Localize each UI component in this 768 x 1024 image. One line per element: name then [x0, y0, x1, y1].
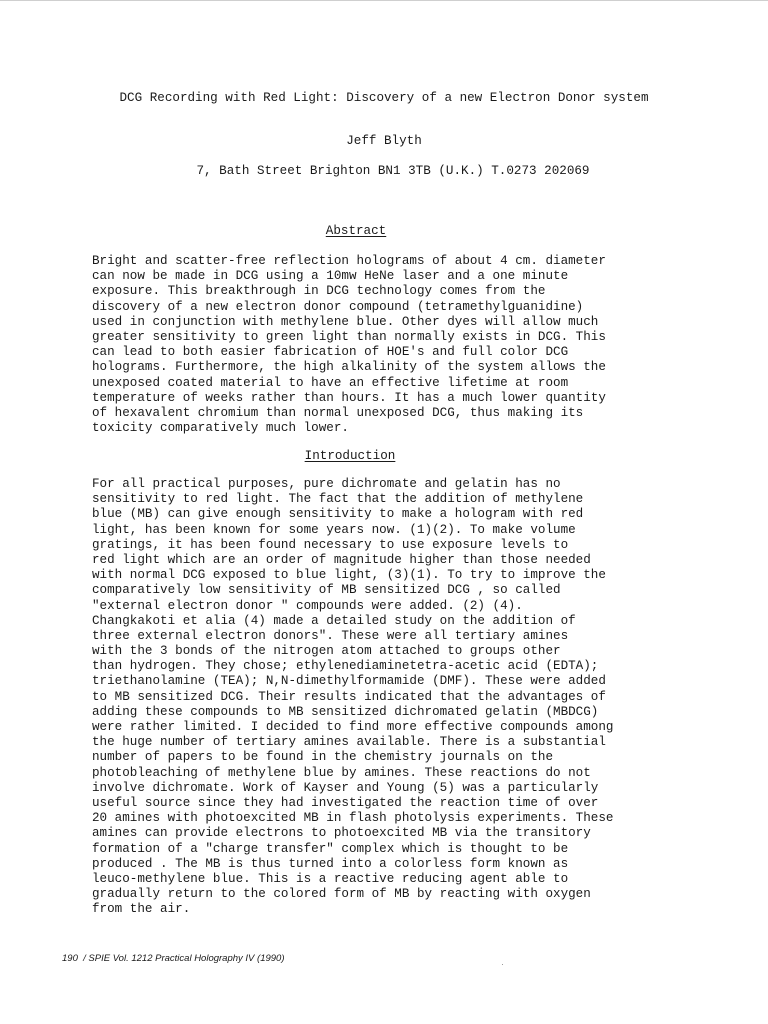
text-line: triethanolamine (TEA); N,N-dimethylformamide (DMF). These were added — [92, 674, 606, 689]
text-line: from the air. — [92, 902, 191, 917]
text-line: greater sensitivity to green light than normally exists in DCG. This — [92, 329, 606, 344]
text-line: the huge number of tertiary amines available. There is a substantial — [92, 735, 606, 750]
text-line: involve dichromate. Work of Kayser and Young (5) was a particularly — [92, 780, 599, 795]
top-edge-rule — [0, 0, 768, 1]
text-line: discovery of a new electron donor compound (tetramethylguanidine) — [92, 299, 584, 314]
text-line: with normal DCG exposed to blue light, (3)(1). To try to improve the — [92, 568, 606, 583]
text-line: leuco-methylene blue. This is a reactive reducing agent able to — [92, 871, 569, 886]
text-line: formation of a "charge transfer" complex which is thought to be — [92, 841, 569, 856]
text-line: can now be made in DCG using a 10mw HeNe laser and a one minute — [92, 269, 569, 284]
text-line: gradually return to the colored form of MB by reacting with oxygen — [92, 887, 591, 902]
text-line: than hydrogen. They chose; ethylenediaminetetra-acetic acid (EDTA); — [92, 659, 599, 674]
text-line: For all practical purposes, pure dichromate and gelatin has no — [92, 477, 561, 491]
text-line: number of papers to be found in the chemistry journals on the — [92, 750, 554, 765]
text-line: gratings, it has been found necessary to use exposure levels to — [92, 537, 569, 552]
text-line: Changkakoti et alia (4) made a detailed study on the addition of — [92, 613, 576, 628]
text-line: blue (MB) can give enough sensitivity to make a hologram with red — [92, 507, 584, 522]
text-line: useful source since they had investigated the reaction time of over — [92, 795, 599, 810]
abstract-body — [92, 254, 712, 436]
text-line: three external electron donors". These were all tertiary amines — [92, 628, 569, 643]
text-line: used in conjunction with methylene blue. Other dyes will allow much — [92, 314, 599, 329]
introduction-heading — [0, 449, 700, 463]
text-line: of hexavalent chromium than normal unexposed DCG, thus making its — [92, 405, 584, 420]
paper-title: DCG Recording with Red Light: Discovery of a new Electron Donor system — [119, 91, 649, 105]
text-line: amines can provide electrons to photoexcited MB via the transitory — [92, 826, 591, 841]
text-line: can lead to both easier fabrication of HOE's and full color DCG — [92, 345, 569, 360]
text-line: Bright and scatter-free reflection holograms of about 4 cm. diameter — [92, 254, 606, 268]
text-line: toxicity comparatively much lower. — [92, 421, 349, 436]
introduction-body — [92, 477, 712, 917]
scan-speck — [502, 964, 503, 965]
text-line: holograms. Furthermore, the high alkalinity of the system allows the — [92, 360, 606, 375]
text-line: produced . The MB is thus turned into a colorless form known as — [92, 856, 569, 871]
text-line: red light which are an order of magnitude higher than those needed — [92, 552, 591, 567]
author-address: 7, Bath Street Brighton BN1 3TB (U.K.) T.0273 202069 — [196, 164, 590, 178]
text-line: adding these compounds to MB sensitized dichromated gelatin (MBDCG) — [92, 704, 599, 719]
text-line: exposure. This breakthrough in DCG technology comes from the — [92, 284, 546, 299]
text-line: sensitivity to red light. The fact that the addition of methylene — [92, 492, 584, 507]
abstract-heading-text: Abstract — [325, 224, 387, 238]
page-footer-citation: 190 / SPIE Vol. 1212 Practical Holography IV (1990) — [62, 953, 285, 964]
author-name: Jeff Blyth — [346, 134, 422, 148]
abstract-heading — [0, 224, 712, 238]
text-line: 20 amines with photoexcited MB in flash photolysis experiments. These — [92, 811, 614, 826]
text-line: "external electron donor " compounds were added. (2) (4). — [92, 598, 523, 613]
introduction-heading-text: Introduction — [304, 449, 396, 463]
text-line: temperature of weeks rather than hours. It has a much lower quantity — [92, 390, 606, 405]
text-line: to MB sensitized DCG. Their results indicated that the advantages of — [92, 689, 606, 704]
text-line: light, has been known for some years now. (1)(2). To make volume — [92, 522, 576, 537]
text-line: unexposed coated material to have an effective lifetime at room — [92, 375, 569, 390]
text-line: photobleaching of methylene blue by amines. These reactions do not — [92, 765, 591, 780]
text-line: with the 3 bonds of the nitrogen atom attached to groups other — [92, 644, 561, 659]
text-line: were rather limited. I decided to find more effective compounds among — [92, 720, 614, 734]
text-line: comparatively low sensitivity of MB sensitized DCG , so called — [92, 583, 561, 598]
